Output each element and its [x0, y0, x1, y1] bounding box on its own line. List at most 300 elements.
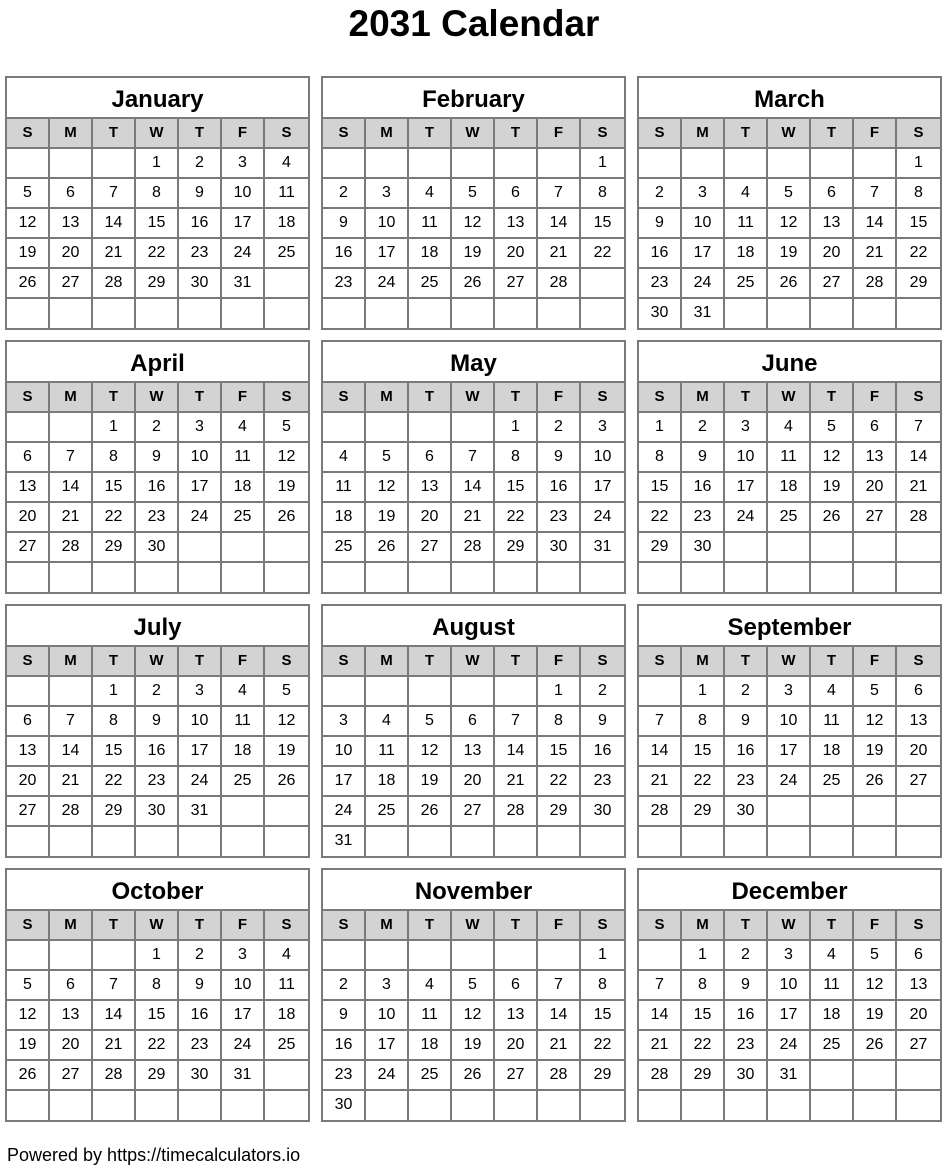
empty-cell	[854, 1091, 897, 1121]
day-cell: 20	[897, 1001, 940, 1031]
day-cell: 9	[323, 209, 366, 239]
empty-cell	[409, 941, 452, 971]
day-cell: 27	[897, 1031, 940, 1061]
weekday-header: T	[725, 647, 768, 677]
empty-cell	[50, 941, 93, 971]
weekday-header: T	[725, 911, 768, 941]
day-cell: 29	[682, 1061, 725, 1091]
day-cell: 9	[725, 971, 768, 1001]
empty-cell	[409, 563, 452, 593]
day-cell: 4	[811, 941, 854, 971]
day-cell: 11	[323, 473, 366, 503]
day-cell: 12	[768, 209, 811, 239]
empty-cell	[222, 1091, 265, 1121]
day-cell: 6	[897, 677, 940, 707]
empty-cell	[179, 533, 222, 563]
empty-cell	[897, 563, 940, 593]
day-cell: 14	[452, 473, 495, 503]
weekday-header: F	[854, 119, 897, 149]
day-cell: 24	[222, 239, 265, 269]
weekday-header: W	[768, 383, 811, 413]
day-cell: 27	[7, 533, 50, 563]
empty-cell	[7, 827, 50, 857]
weekday-header: W	[768, 911, 811, 941]
month-name: December	[639, 870, 940, 911]
month-name: July	[7, 606, 308, 647]
day-cell: 30	[639, 299, 682, 329]
day-cell: 12	[7, 209, 50, 239]
empty-cell	[452, 1091, 495, 1121]
day-cell: 1	[581, 941, 624, 971]
month-days-grid	[323, 911, 624, 1121]
empty-cell	[409, 299, 452, 329]
day-cell: 20	[50, 239, 93, 269]
day-cell: 14	[495, 737, 538, 767]
empty-cell	[854, 533, 897, 563]
empty-cell	[409, 149, 452, 179]
day-cell: 22	[581, 1031, 624, 1061]
day-cell: 30	[179, 269, 222, 299]
empty-cell	[7, 563, 50, 593]
empty-cell	[265, 827, 308, 857]
day-cell: 24	[725, 503, 768, 533]
day-cell: 23	[725, 767, 768, 797]
day-cell: 10	[768, 707, 811, 737]
day-cell: 10	[682, 209, 725, 239]
day-cell: 12	[265, 707, 308, 737]
empty-cell	[265, 299, 308, 329]
weekday-header: T	[93, 911, 136, 941]
day-cell: 28	[50, 533, 93, 563]
day-cell: 31	[768, 1061, 811, 1091]
empty-cell	[50, 299, 93, 329]
day-cell: 13	[452, 737, 495, 767]
day-cell: 6	[897, 941, 940, 971]
day-cell: 8	[682, 707, 725, 737]
day-cell: 24	[581, 503, 624, 533]
weekday-header: T	[409, 911, 452, 941]
empty-cell	[323, 299, 366, 329]
empty-cell	[538, 941, 581, 971]
weekday-header: F	[222, 911, 265, 941]
empty-cell	[366, 677, 409, 707]
weekday-header: S	[7, 119, 50, 149]
weekday-header: S	[323, 383, 366, 413]
day-cell: 13	[50, 1001, 93, 1031]
weekday-header: F	[222, 647, 265, 677]
day-cell: 3	[366, 179, 409, 209]
weekday-header: M	[682, 383, 725, 413]
day-cell: 13	[897, 971, 940, 1001]
weekday-header: W	[452, 119, 495, 149]
empty-cell	[495, 149, 538, 179]
day-cell: 2	[581, 677, 624, 707]
day-cell: 26	[265, 503, 308, 533]
empty-cell	[50, 149, 93, 179]
day-cell: 30	[725, 797, 768, 827]
weekday-header: S	[581, 119, 624, 149]
day-cell: 11	[222, 707, 265, 737]
empty-cell	[265, 533, 308, 563]
day-cell: 19	[854, 1001, 897, 1031]
day-cell: 27	[811, 269, 854, 299]
day-cell: 27	[7, 797, 50, 827]
day-cell: 10	[725, 443, 768, 473]
day-cell: 5	[265, 677, 308, 707]
day-cell: 18	[811, 737, 854, 767]
day-cell: 8	[495, 443, 538, 473]
day-cell: 13	[409, 473, 452, 503]
day-cell: 4	[768, 413, 811, 443]
day-cell: 2	[179, 941, 222, 971]
day-cell: 3	[179, 413, 222, 443]
day-cell: 18	[222, 473, 265, 503]
empty-cell	[495, 299, 538, 329]
day-cell: 15	[136, 209, 179, 239]
empty-cell	[179, 1091, 222, 1121]
day-cell: 18	[811, 1001, 854, 1031]
day-cell: 21	[50, 767, 93, 797]
day-cell: 30	[581, 797, 624, 827]
day-cell: 22	[897, 239, 940, 269]
day-cell: 29	[136, 269, 179, 299]
day-cell: 22	[93, 503, 136, 533]
day-cell: 30	[136, 533, 179, 563]
weekday-header: S	[323, 119, 366, 149]
weekday-header: S	[639, 911, 682, 941]
day-cell: 9	[136, 443, 179, 473]
day-cell: 23	[323, 1061, 366, 1091]
weekday-header: W	[768, 119, 811, 149]
day-cell: 22	[538, 767, 581, 797]
day-cell: 4	[811, 677, 854, 707]
empty-cell	[725, 533, 768, 563]
empty-cell	[50, 827, 93, 857]
weekday-header: W	[768, 647, 811, 677]
empty-cell	[136, 1091, 179, 1121]
weekday-header: T	[811, 647, 854, 677]
month-february	[321, 76, 626, 330]
weekday-header: M	[50, 647, 93, 677]
day-cell: 28	[93, 1061, 136, 1091]
day-cell: 20	[811, 239, 854, 269]
day-cell: 6	[50, 179, 93, 209]
day-cell: 6	[7, 443, 50, 473]
day-cell: 30	[538, 533, 581, 563]
day-cell: 14	[538, 209, 581, 239]
month-december	[637, 868, 942, 1122]
day-cell: 3	[725, 413, 768, 443]
day-cell: 22	[495, 503, 538, 533]
day-cell: 1	[682, 941, 725, 971]
weekday-header: M	[366, 647, 409, 677]
empty-cell	[581, 827, 624, 857]
empty-cell	[682, 563, 725, 593]
weekday-header: T	[495, 647, 538, 677]
weekday-header: S	[265, 647, 308, 677]
day-cell: 27	[409, 533, 452, 563]
day-cell: 19	[7, 1031, 50, 1061]
empty-cell	[265, 797, 308, 827]
day-cell: 18	[409, 1031, 452, 1061]
empty-cell	[581, 563, 624, 593]
empty-cell	[811, 827, 854, 857]
day-cell: 22	[136, 1031, 179, 1061]
day-cell: 4	[409, 179, 452, 209]
day-cell: 11	[222, 443, 265, 473]
empty-cell	[7, 1091, 50, 1121]
day-cell: 25	[725, 269, 768, 299]
empty-cell	[409, 413, 452, 443]
day-cell: 11	[811, 707, 854, 737]
empty-cell	[136, 827, 179, 857]
empty-cell	[639, 941, 682, 971]
empty-cell	[93, 149, 136, 179]
day-cell: 14	[639, 737, 682, 767]
empty-cell	[452, 941, 495, 971]
weekday-header: T	[179, 383, 222, 413]
day-cell: 12	[452, 1001, 495, 1031]
day-cell: 9	[682, 443, 725, 473]
weekday-header: T	[725, 119, 768, 149]
empty-cell	[50, 413, 93, 443]
day-cell: 26	[452, 1061, 495, 1091]
day-cell: 23	[136, 767, 179, 797]
empty-cell	[581, 1091, 624, 1121]
day-cell: 11	[811, 971, 854, 1001]
day-cell: 26	[854, 767, 897, 797]
day-cell: 31	[179, 797, 222, 827]
day-cell: 16	[682, 473, 725, 503]
day-cell: 26	[7, 269, 50, 299]
empty-cell	[179, 299, 222, 329]
day-cell: 7	[495, 707, 538, 737]
empty-cell	[538, 827, 581, 857]
day-cell: 24	[222, 1031, 265, 1061]
month-days-grid	[639, 911, 940, 1121]
day-cell: 28	[93, 269, 136, 299]
day-cell: 20	[7, 503, 50, 533]
weekday-header: F	[538, 647, 581, 677]
day-cell: 21	[538, 239, 581, 269]
day-cell: 15	[538, 737, 581, 767]
day-cell: 15	[639, 473, 682, 503]
empty-cell	[811, 563, 854, 593]
empty-cell	[93, 563, 136, 593]
empty-cell	[682, 149, 725, 179]
weekday-header: M	[50, 119, 93, 149]
empty-cell	[366, 827, 409, 857]
empty-cell	[265, 1091, 308, 1121]
month-name: June	[639, 342, 940, 383]
empty-cell	[136, 299, 179, 329]
empty-cell	[854, 797, 897, 827]
empty-cell	[323, 149, 366, 179]
day-cell: 10	[179, 443, 222, 473]
day-cell: 28	[639, 1061, 682, 1091]
day-cell: 16	[323, 1031, 366, 1061]
empty-cell	[222, 533, 265, 563]
month-name: November	[323, 870, 624, 911]
day-cell: 6	[409, 443, 452, 473]
empty-cell	[409, 677, 452, 707]
day-cell: 21	[854, 239, 897, 269]
day-cell: 8	[581, 971, 624, 1001]
empty-cell	[179, 563, 222, 593]
day-cell: 15	[93, 473, 136, 503]
empty-cell	[639, 149, 682, 179]
empty-cell	[452, 413, 495, 443]
empty-cell	[7, 149, 50, 179]
day-cell: 15	[581, 1001, 624, 1031]
empty-cell	[639, 827, 682, 857]
day-cell: 18	[409, 239, 452, 269]
empty-cell	[93, 827, 136, 857]
month-name: March	[639, 78, 940, 119]
day-cell: 25	[768, 503, 811, 533]
empty-cell	[50, 1091, 93, 1121]
day-cell: 15	[682, 737, 725, 767]
day-cell: 14	[639, 1001, 682, 1031]
day-cell: 11	[265, 971, 308, 1001]
empty-cell	[495, 677, 538, 707]
month-name: September	[639, 606, 940, 647]
weekday-header: S	[265, 119, 308, 149]
day-cell: 19	[265, 473, 308, 503]
day-cell: 22	[682, 1031, 725, 1061]
day-cell: 2	[538, 413, 581, 443]
weekday-header: M	[366, 383, 409, 413]
day-cell: 29	[495, 533, 538, 563]
empty-cell	[581, 299, 624, 329]
empty-cell	[452, 149, 495, 179]
empty-cell	[854, 563, 897, 593]
weekday-header: S	[639, 383, 682, 413]
day-cell: 4	[323, 443, 366, 473]
weekday-header: S	[897, 119, 940, 149]
empty-cell	[682, 827, 725, 857]
day-cell: 11	[409, 1001, 452, 1031]
page-title: 2031 Calendar	[348, 3, 600, 44]
day-cell: 28	[897, 503, 940, 533]
empty-cell	[7, 677, 50, 707]
day-cell: 29	[93, 797, 136, 827]
weekday-header: T	[725, 383, 768, 413]
day-cell: 27	[495, 269, 538, 299]
day-cell: 17	[179, 473, 222, 503]
day-cell: 24	[682, 269, 725, 299]
day-cell: 3	[222, 149, 265, 179]
empty-cell	[93, 299, 136, 329]
day-cell: 16	[581, 737, 624, 767]
day-cell: 18	[265, 209, 308, 239]
day-cell: 25	[222, 503, 265, 533]
day-cell: 9	[581, 707, 624, 737]
day-cell: 17	[581, 473, 624, 503]
day-cell: 26	[768, 269, 811, 299]
day-cell: 15	[93, 737, 136, 767]
day-cell: 13	[854, 443, 897, 473]
day-cell: 23	[581, 767, 624, 797]
day-cell: 16	[323, 239, 366, 269]
day-cell: 26	[409, 797, 452, 827]
empty-cell	[495, 563, 538, 593]
empty-cell	[811, 797, 854, 827]
day-cell: 14	[854, 209, 897, 239]
day-cell: 15	[581, 209, 624, 239]
day-cell: 11	[265, 179, 308, 209]
day-cell: 29	[93, 533, 136, 563]
empty-cell	[725, 299, 768, 329]
weekday-header: S	[639, 647, 682, 677]
empty-cell	[811, 533, 854, 563]
empty-cell	[366, 149, 409, 179]
day-cell: 2	[725, 677, 768, 707]
day-cell: 15	[897, 209, 940, 239]
day-cell: 5	[854, 941, 897, 971]
day-cell: 14	[50, 473, 93, 503]
day-cell: 18	[265, 1001, 308, 1031]
day-cell: 4	[265, 941, 308, 971]
empty-cell	[725, 149, 768, 179]
month-days-grid	[323, 383, 624, 593]
month-october	[5, 868, 310, 1122]
empty-cell	[452, 563, 495, 593]
weekday-header: S	[323, 647, 366, 677]
empty-cell	[495, 941, 538, 971]
day-cell: 17	[682, 239, 725, 269]
day-cell: 23	[639, 269, 682, 299]
day-cell: 15	[136, 1001, 179, 1031]
day-cell: 5	[768, 179, 811, 209]
day-cell: 10	[581, 443, 624, 473]
day-cell: 25	[409, 1061, 452, 1091]
day-cell: 24	[179, 503, 222, 533]
day-cell: 7	[897, 413, 940, 443]
day-cell: 23	[323, 269, 366, 299]
day-cell: 29	[538, 797, 581, 827]
footer-credit: Powered by https://timecalculators.io	[7, 1145, 301, 1165]
day-cell: 28	[50, 797, 93, 827]
day-cell: 19	[409, 767, 452, 797]
day-cell: 17	[768, 737, 811, 767]
day-cell: 10	[179, 707, 222, 737]
empty-cell	[854, 1061, 897, 1091]
day-cell: 23	[179, 1031, 222, 1061]
weekday-header: M	[50, 911, 93, 941]
day-cell: 7	[639, 971, 682, 1001]
day-cell: 3	[179, 677, 222, 707]
empty-cell	[366, 1091, 409, 1121]
day-cell: 6	[495, 971, 538, 1001]
day-cell: 17	[179, 737, 222, 767]
empty-cell	[639, 677, 682, 707]
weekday-header: S	[581, 647, 624, 677]
day-cell: 25	[265, 1031, 308, 1061]
month-name: February	[323, 78, 624, 119]
day-cell: 12	[409, 737, 452, 767]
empty-cell	[366, 413, 409, 443]
day-cell: 7	[93, 179, 136, 209]
day-cell: 18	[768, 473, 811, 503]
empty-cell	[768, 797, 811, 827]
day-cell: 4	[409, 971, 452, 1001]
empty-cell	[897, 1061, 940, 1091]
empty-cell	[222, 563, 265, 593]
day-cell: 26	[366, 533, 409, 563]
weekday-header: M	[682, 119, 725, 149]
day-cell: 1	[136, 149, 179, 179]
